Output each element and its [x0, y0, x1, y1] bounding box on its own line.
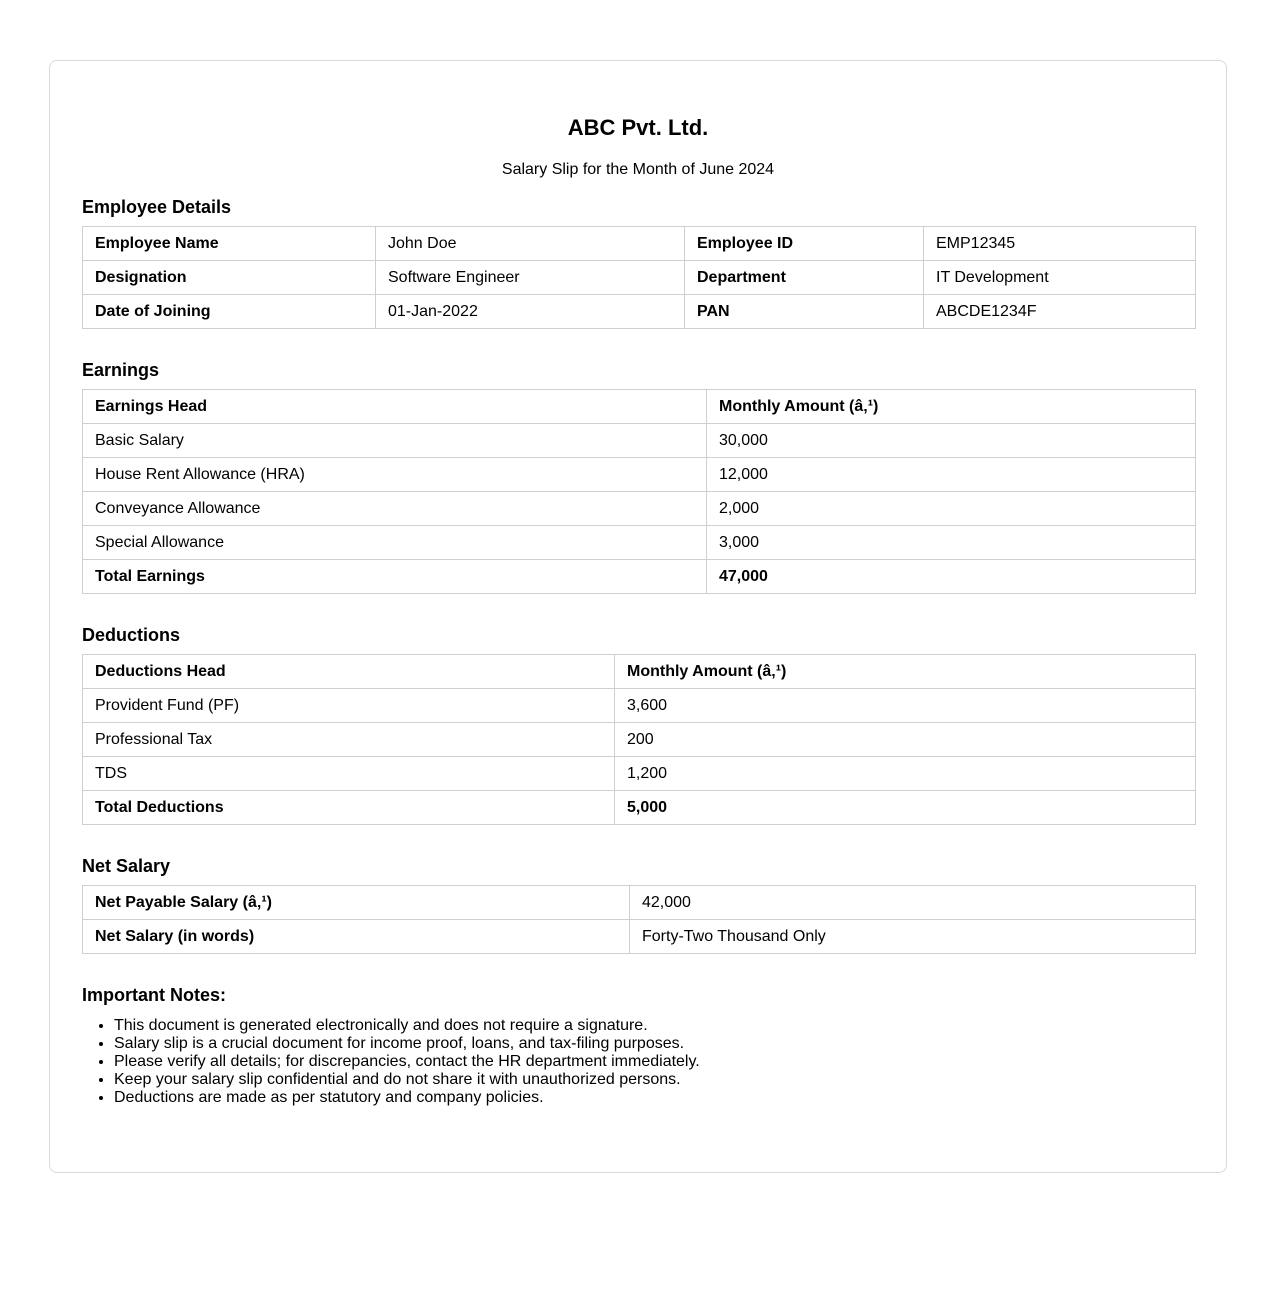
pan-value: ABCDE1234F — [924, 295, 1196, 329]
total-earnings-value: 47,000 — [707, 560, 1196, 594]
table-row — [83, 526, 1196, 560]
net-payable-value: 42,000 — [630, 886, 1196, 920]
table-row — [83, 458, 1196, 492]
table-row — [83, 424, 1196, 458]
employee-details-table — [82, 226, 1196, 329]
earnings-title: Earnings — [82, 360, 160, 380]
important-notes-title: Important Notes: — [82, 985, 226, 1005]
table-row — [83, 757, 1196, 791]
company-name: ABC Pvt. Ltd. — [567, 115, 709, 140]
total-deductions-label: Total Deductions — [83, 791, 615, 825]
table-row — [83, 227, 1196, 261]
employee-id-value: EMP12345 — [924, 227, 1196, 261]
deduction-amount: 3,600 — [615, 689, 1196, 723]
table-row — [83, 886, 1196, 920]
net-words-value: Forty-Two Thousand Only — [630, 920, 1196, 954]
pan-label: PAN — [685, 295, 924, 329]
earning-head: Conveyance Allowance — [83, 492, 707, 526]
table-row — [83, 689, 1196, 723]
earning-amount: 2,000 — [707, 492, 1196, 526]
earning-head: House Rent Allowance (HRA) — [83, 458, 707, 492]
notes-list — [82, 1017, 1194, 1107]
deduction-head: TDS — [83, 757, 615, 791]
employee-name-value: John Doe — [376, 227, 685, 261]
list-item: • Deductions are made as per statutory and company policies. — [114, 1089, 1194, 1107]
list-item: • This document is generated electronically and does not require a signature. — [114, 1017, 1194, 1035]
slip-subtitle: Salary Slip for the Month of June 2024 — [501, 161, 775, 178]
deductions-table — [82, 654, 1196, 825]
total-deductions-value: 5,000 — [615, 791, 1196, 825]
earning-amount: 3,000 — [707, 526, 1196, 560]
earning-amount: 30,000 — [707, 424, 1196, 458]
designation-value: Software Engineer — [376, 261, 685, 295]
list-item: • Keep your salary slip confidential and do not share it with unauthorized persons. — [114, 1071, 1194, 1089]
total-earnings-label: Total Earnings — [83, 560, 707, 594]
designation-label: Designation — [83, 261, 376, 295]
deduction-head: Provident Fund (PF) — [83, 689, 615, 723]
net-payable-label: Net Payable Salary (â‚¹) — [83, 886, 630, 920]
deductions-title: Deductions — [82, 625, 181, 645]
table-row — [83, 261, 1196, 295]
deductions-head-header: Deductions Head — [83, 655, 615, 689]
table-row — [83, 723, 1196, 757]
table-row — [83, 295, 1196, 329]
net-words-label: Net Salary (in words) — [83, 920, 630, 954]
total-earnings-row — [83, 560, 1196, 594]
table-header-row — [83, 390, 1196, 424]
net-salary-title: Net Salary — [82, 856, 171, 876]
employee-id-label: Employee ID — [685, 227, 924, 261]
date-of-joining-label: Date of Joining — [83, 295, 376, 329]
employee-name-label: Employee Name — [83, 227, 376, 261]
list-item: • Salary slip is a crucial document for income proof, loans, and tax-filing purposes. — [114, 1035, 1194, 1053]
earnings-amount-header: Monthly Amount (â‚¹) — [707, 390, 1196, 424]
net-salary-table — [82, 885, 1196, 954]
earning-amount: 12,000 — [707, 458, 1196, 492]
earnings-table — [82, 389, 1196, 594]
employee-details-title: Employee Details — [82, 197, 232, 217]
deduction-amount: 1,200 — [615, 757, 1196, 791]
salary-slip — [49, 60, 1227, 1173]
table-row — [83, 920, 1196, 954]
department-value: IT Development — [924, 261, 1196, 295]
earning-head: Basic Salary — [83, 424, 707, 458]
list-item: • Please verify all details; for discrepancies, contact the HR department immediately. — [114, 1053, 1194, 1071]
date-of-joining-value: 01-Jan-2022 — [376, 295, 685, 329]
earnings-head-header: Earnings Head — [83, 390, 707, 424]
deduction-head: Professional Tax — [83, 723, 615, 757]
table-row — [83, 492, 1196, 526]
table-header-row — [83, 655, 1196, 689]
total-deductions-row — [83, 791, 1196, 825]
department-label: Department — [685, 261, 924, 295]
earning-head: Special Allowance — [83, 526, 707, 560]
deduction-amount: 200 — [615, 723, 1196, 757]
deductions-amount-header: Monthly Amount (â‚¹) — [615, 655, 1196, 689]
